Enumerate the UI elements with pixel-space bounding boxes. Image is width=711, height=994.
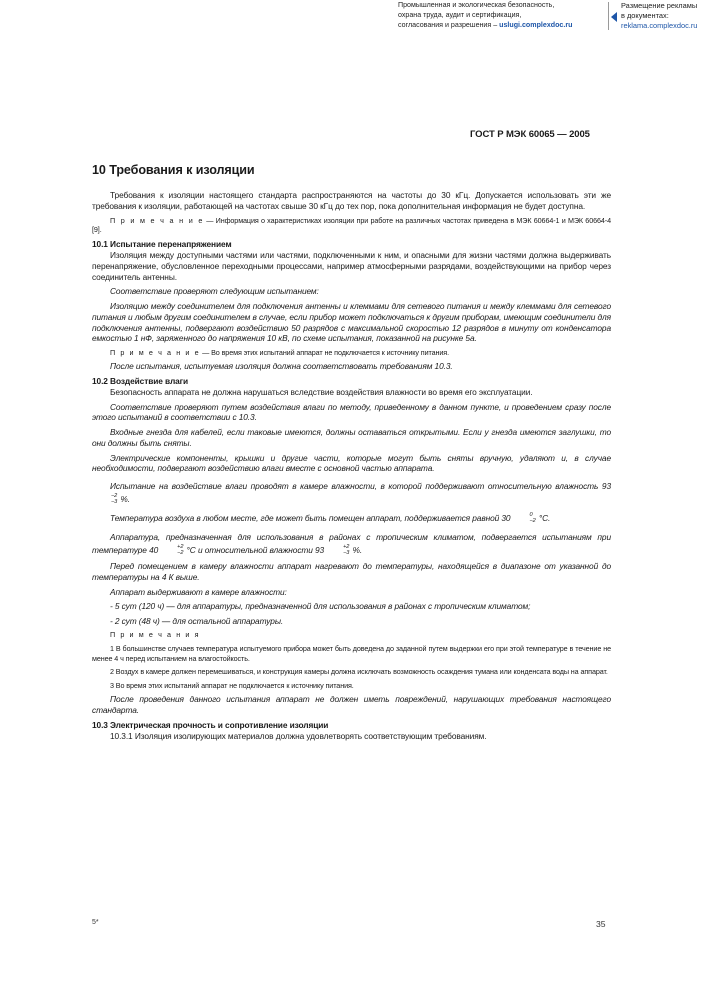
paragraph-humidity (92, 480, 611, 506)
note-text: — Информация о характеристиках изоляции при работе на различных частотах приведена в МЭК 60664-1 и МЭК 60664-4 [9]. (92, 215, 611, 235)
ad-services-block (398, 1, 603, 30)
document-body (92, 190, 611, 745)
note: 1 В большинстве случаев температура испытуемого прибора может быть доведена до заданной путем выдержки его при этой температуре в течение не менее 4 ч перед испытанием на влагостойкость. (92, 643, 611, 663)
ad-services-prefix: согласования и разрешения – (398, 20, 500, 29)
ad-services-line: охрана труда, аудит и сертификация, (398, 10, 522, 19)
paragraph: Аппарат выдерживают в камере влажности: (110, 586, 287, 597)
note: 3 Во время этих испытаний аппарат не подключается к источнику питания. (110, 680, 354, 690)
tolerance-upper: +2 (177, 544, 184, 551)
tolerance-lower: −3 (343, 550, 350, 557)
paragraph: Требования к изоляции настоящего стандарта распространяются на частоты до 30 кГц. Допускается использовать эти же требования к изоляции, работающей на частотах свыше 30 кГц до тех пор, пока дополнительная информация не будет доступна. (92, 190, 611, 211)
note: 2 Воздух в камере должен перемешиваться, и конструкция камеры должна исключать возможность осаждения тумана или конденсата воды на аппарат. (110, 667, 608, 677)
paragraph: После проведения данного испытания аппарат не должен иметь повреждений, нарушающих требования настоящего стандарта. (92, 694, 611, 715)
tolerance (93, 494, 117, 506)
footer-mark: 5* (92, 919, 99, 926)
ad-services-link[interactable]: uslugi.complexdoc.ru (499, 20, 573, 29)
tolerance-upper: 0 (529, 512, 533, 519)
paragraph: Изоляцию между соединителем для подключения антенны и клеммами для сетевого питания и между клеммами для сетевого питания и любым другим соединителем в случае, если прибор может подключаться к другим приборам, имеющим соединители для подключения антенны, подвергают воздействию 50 разрядов с максимальной скоростью 12 разрядов в минуту от конденсатора емкостью 1 нФ, заряженного до напряжения 10 кВ, по схеме испытания, показанной на рисунке 5а. (92, 300, 611, 344)
subsection-heading: 10.3 Электрическая прочность и сопротивление изоляции (92, 719, 329, 730)
document-code: ГОСТ Р МЭК 60065 — 2005 (470, 129, 590, 140)
note-label: П р и м е ч а н и е (110, 348, 201, 357)
note (92, 348, 611, 358)
list-item: - 2 сут (48 ч) — для остальной аппаратуры. (110, 615, 284, 626)
text-run: Температура воздуха в любом месте, где может быть помещен аппарат, поддерживается равной 30 (110, 513, 511, 524)
note-text: — Во время этих испытаний аппарат не подключается к источнику питания. (200, 348, 449, 357)
list-item: - 5 сут (120 ч) — для аппаратуры, предназначенной для использования в районах с тропическим климатом; (110, 601, 531, 612)
tolerance-upper: +2 (343, 544, 350, 551)
tolerance-lower: −2 (177, 550, 184, 557)
paragraph: Перед помещением в камеру влажности аппарат нагревают до температуры, находящейся в диапазоне от указанной до температуры на 4 К выше. (92, 561, 611, 582)
text-run: %. (350, 545, 363, 556)
page-number: 35 (596, 919, 606, 929)
arrow-left-icon (611, 12, 617, 22)
text-run: °C и относительной влажности 93 (184, 545, 325, 556)
tolerance-lower: −2 (529, 518, 536, 525)
paragraph: Изоляция между доступными частями или частями, подключенными к ним, и опасными для жизни частями должна выдерживать перенапряжение, обусловленное переходными процессами, например атмосферными разрядами, воздействующими на прибор через соединитель антенны. (92, 249, 611, 282)
section-title: 10 Требования к изоляции (92, 163, 255, 177)
tolerance (159, 545, 183, 557)
header-ad-bar (0, 0, 711, 40)
tolerance-upper: −2 (111, 493, 118, 500)
paragraph: После испытания, испытуемая изоляция должна соответствовать требованиям 10.3. (110, 361, 453, 372)
ad-divider (608, 2, 609, 30)
paragraph: 10.3.1 Изоляция изолирующих материалов должна удовлетворять соответствующим требованиям. (110, 730, 487, 741)
paragraph: Соответствие проверяют путем воздействия влаги по методу, приведенному в данном пункте, и проведением сразу после этого испытаний в соответствии с 10.3. (92, 401, 611, 423)
tolerance (325, 545, 349, 557)
paragraph: Электрические компоненты, крышки и другие части, которые могут быть сняты вручную, удаляют и, в случае необходимости, подвергают воздействию влаги вместе с основной частью аппарата. (92, 452, 611, 474)
ad-placement-block (621, 1, 711, 30)
subsection-heading: 10.2 Воздействие влаги (92, 376, 189, 387)
note (92, 216, 611, 236)
tolerance (511, 513, 535, 525)
ad-placement-line: Размещение рекламы (621, 1, 698, 10)
ad-services-line (398, 21, 603, 31)
ad-placement-link[interactable]: reklama.complexdoc.ru (621, 20, 698, 30)
notes-label (92, 630, 611, 640)
note-label: П р и м е ч а н и я (110, 630, 201, 640)
paragraph: Соответствие проверяют следующим испытанием: (110, 286, 319, 297)
paragraph: Безопасность аппарата не должна нарушаться вследствие воздействия влажности во время его эксплуатации. (110, 386, 533, 397)
paragraph: Входные гнезда для кабелей, если таковые имеются, должны оставаться открытыми. Если у гнезда имеются заглушки, то они должны быть сняты. (92, 427, 611, 448)
subsection-heading: 10.1 Испытание перенапряжением (92, 238, 232, 249)
ad-services-line: Промышленная и экологическая безопасность, (398, 1, 555, 9)
text-run: °C. (536, 513, 551, 524)
text-run: Аппаратура, предназначенная для использования в районах с тропическим климатом, подвергается испытаниям при температуре 40 (92, 532, 611, 556)
text-run: %. (118, 494, 130, 505)
note-label: П р и м е ч а н и е (110, 215, 204, 225)
ad-placement-line: в документах: (621, 10, 669, 20)
tolerance-lower: −3 (111, 499, 118, 506)
paragraph-tropical (92, 531, 611, 557)
text-run: Испытание на воздействие влаги проводят в камере влажности, в которой поддерживают относительную влажность 93 (110, 481, 611, 492)
paragraph-temperature (92, 512, 611, 525)
